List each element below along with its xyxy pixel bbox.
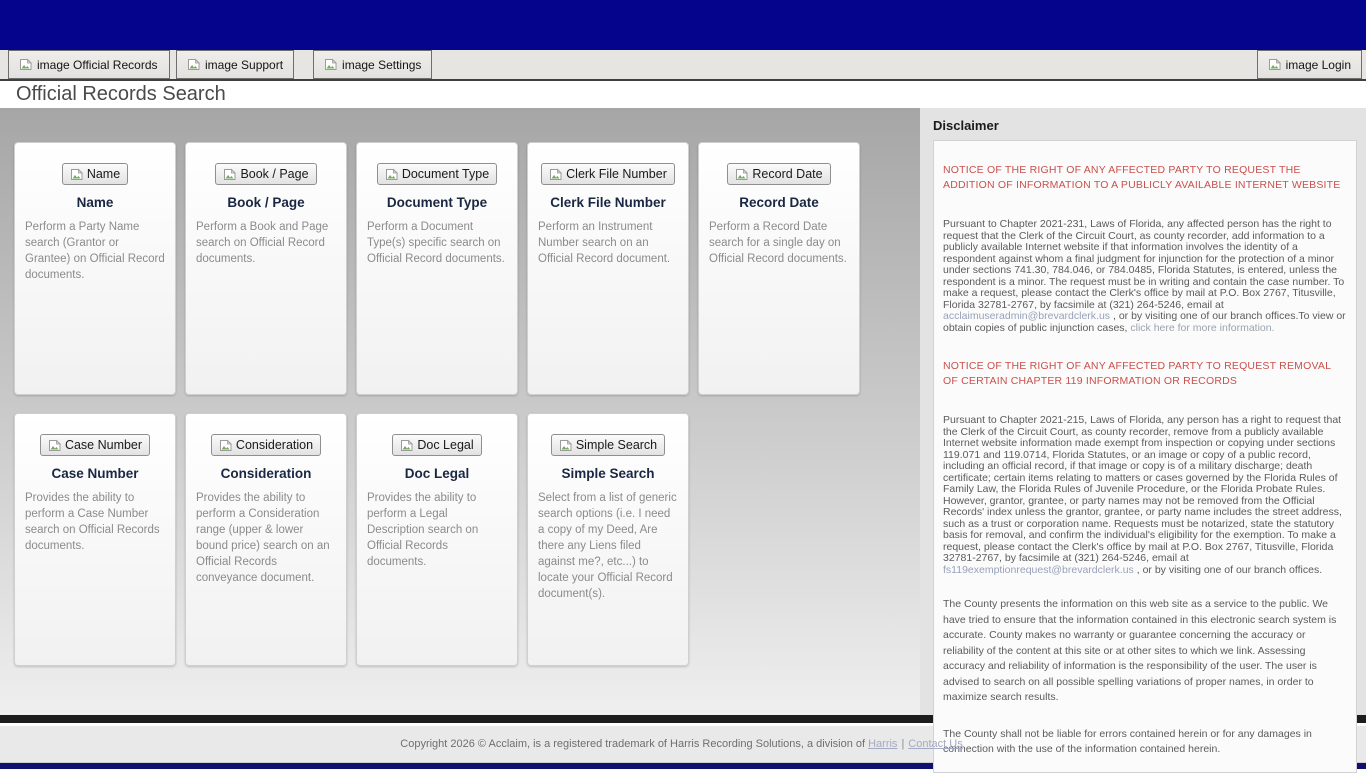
book-page-search-button[interactable] xyxy=(215,163,316,185)
document-type-search-button[interactable] xyxy=(377,163,497,185)
card-button-label: Document Type xyxy=(401,167,490,181)
card-simple-search xyxy=(527,413,689,666)
card-case-number xyxy=(14,413,176,666)
card-button-label: Simple Search xyxy=(575,438,658,452)
card-description: Select from a list of generic search options (i.e. I need a copy of my Deed, Are there any Liens filed against me?, etc...) to locate your Official Record document(s). xyxy=(538,491,677,600)
record-date-search-button[interactable] xyxy=(727,163,830,185)
broken-image-icon xyxy=(48,439,62,452)
card-doc-legal xyxy=(356,413,518,666)
card-document-type xyxy=(356,142,518,395)
title-bar xyxy=(0,81,1366,108)
card-button-label: Doc Legal xyxy=(417,438,474,452)
card-description: Perform a Record Date search for a single day on Official Record documents. xyxy=(709,220,847,265)
broken-image-icon xyxy=(219,439,233,452)
disclaimer-panel xyxy=(933,140,1357,773)
toolbar-button-settings[interactable] xyxy=(313,50,432,79)
toolbar-button-support[interactable] xyxy=(176,50,294,79)
cards-row-1 xyxy=(14,142,920,395)
card-title: Doc Legal xyxy=(404,465,470,481)
disclaimer-paragraph-4: The County shall not be liable for errors contained herein or for any damages in connection with the use of the information contained herein. xyxy=(943,727,1312,755)
card-description: Perform a Party Name search (Grantor or Grantee) on Official Record documents. xyxy=(25,220,165,281)
card-title: Case Number xyxy=(51,465,139,481)
doc-legal-search-button[interactable] xyxy=(392,434,481,456)
card-description: Provides the ability to perform a Consideration range (upper & lower bound price) search on an Official Records conveyance document. xyxy=(196,491,330,584)
card-title: Consideration xyxy=(220,465,312,481)
paragraph-text: Pursuant to Chapter 2021-215, Laws of Florida, any person has a right to request that the Clerk of the Circuit Court, as county recorder, remove from a publicly available Internet website information made exempt from inspection or copying under sections 119.071 and 119.0714, Florida Statutes, or an image or copy of a public record, including an official record, if that image or copy is of a military discharge; death certificate; certain items relating to matters or cases governed by the Florida Rules of Family Law, the Florida Rules of Juvenile Procedure, or the Florida Probate Rules. However, grantor, grantee, or party names may not be removed from the Official Records' index unless the grantor, grantee, or party name includes the street address, such as a trust or corporation name. Requests must be notarized, state the statutory basis for removal, and confirm the individual's eligibility for the exemption. To make a request, please contact the Clerk's office by mail at P.O. Box 2767, Titusville, Florida 32781-2767, by facsimile at (321) 264-5246, email at xyxy=(943,414,1342,564)
disclaimer-paragraph-3: The County presents the information on this web site as a service to the public. We have tried to ensure that the information contained in this electronic search system is accurate. County makes no warranty or guarantee concerning the accuracy or reliability of the content at this site or at other sites to which we link. Assessing accuracy and reliability of information is the responsibility of the user. The user is advised to search on all possible spelling variations of proper names, in order to maximize search results. xyxy=(943,598,1337,703)
clerk-file-number-search-button[interactable] xyxy=(541,163,675,185)
paragraph-text: Pursuant to Chapter 2021-231, Laws of Florida, any affected person has the right to request that the Clerk of the Circuit Court, as county recorder, add information to a publicly available Internet website if that information involves the identity of a respondent against whom a final judgment for injunction for the protection of a minor under sections 741.30, 784.046, or 784.0485, Florida Statutes, is entered, unless the respondent is a minor. The request must be in writing and contain the case number. To make a request, please contact the Clerk's office by mail at P.O. Box 2767, Titusville, Florida 32781-2767, by facsimile at (321) 264-5246, email at xyxy=(943,218,1345,311)
broken-image-icon xyxy=(223,168,237,181)
broken-image-icon xyxy=(187,58,201,71)
acclaim-email-link[interactable]: acclaimuseradmin@brevardclerk.us xyxy=(943,310,1111,322)
top-banner xyxy=(0,0,1366,50)
broken-image-icon xyxy=(70,168,84,181)
toolbar-button-label: image Support xyxy=(205,57,284,72)
card-button-label: Record Date xyxy=(752,167,823,181)
disclaimer-heading: Disclaimer xyxy=(933,118,999,133)
card-description: Perform a Document Type(s) specific search on Official Record documents. xyxy=(367,220,505,265)
case-number-search-button[interactable] xyxy=(40,434,150,456)
toolbar-button-label: image Official Records xyxy=(37,57,158,72)
click-here-link[interactable]: click here for more information. xyxy=(1130,321,1275,334)
card-title: Simple Search xyxy=(561,465,655,481)
fs119-email-link[interactable]: fs119exemptionrequest@brevardclerk.us xyxy=(943,563,1134,576)
cards-row-2 xyxy=(14,413,920,666)
disclaimer-notice-removal: NOTICE OF THE RIGHT OF ANY AFFECTED PARTY TO REQUEST REMOVAL OF CERTAIN CHAPTER 119 INFORMATION OR RECORDS xyxy=(943,360,1331,387)
card-name-search xyxy=(14,142,176,395)
card-title: Clerk File Number xyxy=(550,194,666,210)
card-description: Perform a Book and Page search on Official Record documents. xyxy=(196,220,329,265)
card-book-page xyxy=(185,142,347,395)
card-title: Document Type xyxy=(386,194,488,210)
disclaimer-notice-addition: NOTICE OF THE RIGHT OF ANY AFFECTED PARTY TO REQUEST THE ADDITION OF INFORMATION TO A PUBLICLY AVAILABLE INTERNET WEBSITE xyxy=(943,164,1341,191)
broken-image-icon xyxy=(1268,58,1282,71)
card-button-label: Name xyxy=(86,167,121,181)
card-button-label: Book / Page xyxy=(240,167,309,181)
card-button-label: Consideration xyxy=(235,438,314,452)
simple-search-button[interactable] xyxy=(551,434,665,456)
consideration-search-button[interactable] xyxy=(211,434,321,456)
broken-image-icon xyxy=(19,58,33,71)
contact-us-link[interactable]: Contact Us xyxy=(908,738,963,750)
card-button-label: Case Number xyxy=(64,438,143,452)
card-consideration xyxy=(185,413,347,666)
login-button[interactable] xyxy=(1257,50,1362,79)
disclaimer-paragraph-1 xyxy=(943,219,1347,334)
card-title: Record Date xyxy=(739,194,819,210)
card-description: Provides the ability to perform a Legal Description search on Official Records documents. xyxy=(367,491,479,568)
search-options-area xyxy=(0,108,920,715)
paragraph-text: , or by visiting one of our branch offices.To view or obtain copies of public injunction cases, xyxy=(943,310,1346,334)
card-description: Perform an Instrument Number search on an Official Record document. xyxy=(538,220,671,265)
broken-image-icon xyxy=(324,58,338,71)
footer-separator: | xyxy=(901,738,905,750)
card-title: Name xyxy=(76,194,114,210)
card-record-date xyxy=(698,142,860,395)
name-search-button[interactable] xyxy=(62,163,128,185)
card-title: Book / Page xyxy=(227,194,305,210)
card-clerk-file-number xyxy=(527,142,689,395)
card-description: Provides the ability to perform a Case Number search on Official Records documents. xyxy=(25,491,160,552)
broken-image-icon xyxy=(400,439,414,452)
broken-image-icon xyxy=(549,168,563,181)
broken-image-icon xyxy=(735,168,749,181)
paragraph-text: , or by visiting one of our branch offices. xyxy=(1133,563,1323,576)
card-button-label: Clerk File Number xyxy=(566,167,667,181)
broken-image-icon xyxy=(385,168,399,181)
disclaimer-paragraph-2 xyxy=(943,415,1347,576)
copyright-text: Copyright 2026 © Acclaim, is a registered trademark of Harris Recording Solutions, a division of xyxy=(400,738,866,750)
main-toolbar xyxy=(0,50,1366,81)
login-button-label: image Login xyxy=(1285,57,1351,72)
page-title: Official Records Search xyxy=(16,83,226,105)
harris-link[interactable]: Harris xyxy=(868,738,898,750)
broken-image-icon xyxy=(559,439,573,452)
toolbar-button-label: image Settings xyxy=(342,57,422,72)
toolbar-button-official-records[interactable] xyxy=(8,50,170,79)
